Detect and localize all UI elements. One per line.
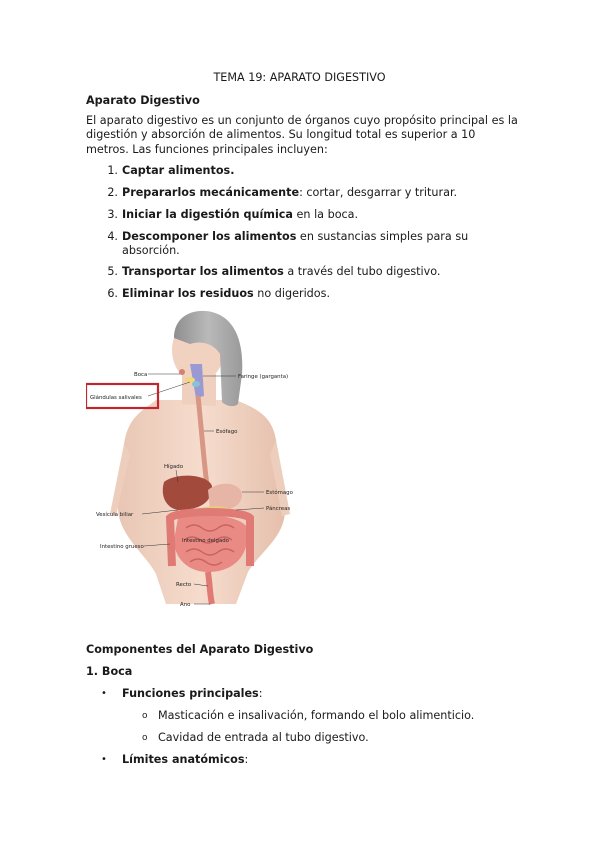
label-higado: Hígado	[164, 464, 183, 470]
label-boca: Boca	[134, 372, 148, 378]
label-ano: Ano	[180, 602, 191, 608]
label-esofago: Esófago	[216, 429, 238, 435]
bullet-limites: Límites anatómicos:	[122, 753, 249, 766]
label-delgado: Intestino delgado	[182, 538, 229, 544]
bullet-marker: •	[101, 688, 107, 699]
document-page: TEMA 19: APARATO DIGESTIVO Aparato Digestivo El aparato digestivo es un conjunto de órganos cuyo propósito principal es la digestión y absorción de alimentos. Su longitud total es superior a 10 metros. Las funciones principales incluyen: 1. Captar alimentos. 2. Prepararlos mecánicamente: cortar, desgarrar y triturar. 3. Iniciar la digestión química en la boca. 4. Descomponer los alimentos en sustancias simples para su absorción. 5. Transportar los alimentos a través del tubo digestivo. 6. Eliminar los residuos no digeridos. Boca Glándulas salivales Faringe (garganta) Esófago Hígado Estómago Páncreas Vesícula biliar Intestino delgado Intestino grueso Recto Ano Componentes del Aparato Digestivo 1. Boca • Funciones principales: o Masticación e insalivación, formando el bolo alimenticio. o Cavidad de entrada al tubo digestivo. • Límites anatómicos:	[0, 0, 599, 848]
label-recto: Recto	[176, 582, 192, 588]
label-grueso: Intestino grueso	[100, 544, 144, 550]
page-title: TEMA 19: APARATO DIGESTIVO	[213, 71, 386, 84]
sub-bullet-marker: o	[142, 733, 148, 743]
intro-line: metros. Las funciones principales incluyen:	[86, 142, 328, 156]
label-pancreas: Páncreas	[266, 506, 291, 512]
intro-paragraph	[86, 114, 526, 157]
section-heading-aparato: Aparato Digestivo	[86, 94, 200, 107]
sub-bullet-item: Masticación e insalivación, formando el bolo alimenticio.	[158, 709, 475, 722]
label-faringe: Faringe (garganta)	[238, 374, 289, 380]
section-heading-componentes: Componentes del Aparato Digestivo	[86, 643, 314, 656]
digestive-system-figure	[86, 304, 316, 610]
subheading-boca: 1. Boca	[86, 665, 133, 678]
label-glandulas: Glándulas salivales	[90, 395, 142, 401]
bullet-marker: •	[101, 754, 107, 765]
bullet-funciones: Funciones principales:	[122, 687, 263, 700]
digestive-system-illustration	[86, 304, 316, 610]
sub-bullet-item: Cavidad de entrada al tubo digestivo.	[158, 731, 369, 744]
label-estomago: Estómago	[266, 490, 293, 496]
sub-bullet-marker: o	[142, 711, 148, 721]
intro-line: El aparato digestivo es un conjunto de órganos cuyo propósito principal es la	[86, 114, 518, 127]
label-vesicula: Vesícula biliar	[96, 512, 134, 518]
intro-line: digestión y absorción de alimentos. Su longitud total es superior a 10	[86, 128, 476, 142]
